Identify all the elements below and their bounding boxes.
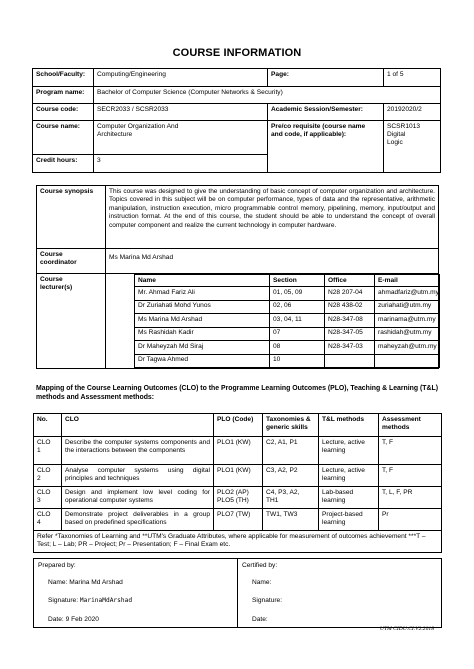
clo-row-tl: [319, 437, 379, 465]
lecturer-email: maheyzah@utm.my: [375, 341, 440, 355]
synopsis-text: This course was designed to give the understanding of basic concept of computer organization and architecture. Topics covered in this subject will be on computer performance, types of data and the representative, arithmetic manipulation, instruction execution, micro programmable control memory, pipelining, memory, input/output and instruction format. At the end of this course, the student should be able to understand the concept of overall computer component and realize the current technology in computer hardware.: [106, 186, 439, 249]
prepared-label: Prepared by:: [38, 562, 76, 569]
clo-header-assessment: [379, 414, 442, 437]
clo-row-description: Analyse computer systems using digital principles and techniques: [62, 465, 214, 487]
clo-row-plo-line-2: PLO5 (TH): [217, 497, 249, 505]
prepared-signature-line: [38, 597, 233, 605]
course-info-table: [32, 68, 441, 173]
lecturer-header-name: Name: [135, 275, 270, 287]
clo-row-no-line-2: 2: [37, 475, 41, 483]
certified-date-label: Date:: [252, 615, 268, 623]
clo-row-no: [34, 487, 62, 509]
clo-header-assessment-line-2: methods: [382, 424, 410, 432]
clo-note: Refer *Taxonomies of Learning and **UTM's Graduate Attributes, where applicable for measurement of outcomes achievement ***T – Test; L – Lab; PR – Project; Pr – Presentation; F – Final Exam etc.: [34, 531, 442, 553]
session-label: Academic Session/Semester:: [268, 104, 384, 121]
clo-row-tl-line-1: Lab-based: [322, 489, 354, 496]
clo-row-no-line-2: 3: [37, 497, 41, 505]
lecturer-table: [134, 274, 440, 368]
prepared-date-line: [38, 616, 233, 624]
lecturer-name: Dr Tagwa Ahmed: [135, 354, 270, 368]
certified-signature-label: Signature:: [252, 597, 283, 605]
clo-row-plo-line-1: PLO1 (KW): [217, 467, 251, 474]
lecturer-label-line-1: Course: [40, 276, 63, 283]
lecturer-header-office: Office: [325, 275, 375, 287]
prereq-label-line-1: Pre/co requisite (course name: [271, 123, 366, 130]
lecturer-name: Mr. Ahmad Fariz Ali: [135, 287, 270, 301]
lecturer-section: 02, 06: [270, 300, 325, 314]
clo-header-assessment-line-1: Assessment: [382, 416, 421, 423]
coordinator-label: [37, 249, 106, 274]
clo-header-clo: CLO: [62, 414, 214, 437]
clo-row-no-line-1: CLO: [37, 511, 51, 518]
prereq-value-line-2: Logic: [387, 139, 403, 147]
clo-row-tl: [319, 487, 379, 509]
lecturer-header-email: E-mail: [375, 275, 440, 287]
certified-name-label: Name:: [252, 579, 272, 587]
prepared-signature: MarinaMdArshad: [79, 597, 133, 605]
clo-row-assessment: T, F: [379, 437, 442, 465]
lecturer-section: 10: [270, 354, 325, 368]
clo-header-taxonomy: [263, 414, 319, 437]
course-code-label: Course code:: [33, 104, 94, 121]
lecturer-section: 03, 04, 11: [270, 314, 325, 328]
clo-row-assessment: T, F: [379, 465, 442, 487]
clo-row-tl-line-1: Lecture, active: [322, 467, 365, 474]
clo-row-taxonomy: [263, 465, 319, 487]
clo-row-description: Describe the computer systems components and the interactions between the components: [62, 437, 214, 465]
course-code-value: SECR2033 / SCSR2033: [94, 104, 268, 121]
clo-row-taxonomy-line-1: C2, A1, P1: [266, 439, 298, 446]
clo-row-no-line-1: CLO: [37, 489, 51, 496]
prepared-date-label: Date:: [48, 615, 66, 623]
lecturer-section: 01, 05, 09: [270, 287, 325, 301]
lecturer-office: N28-347-08: [325, 314, 375, 328]
clo-row-plo: [214, 487, 263, 509]
lecturer-label: [37, 274, 106, 369]
certified-label: Certified by:: [242, 562, 278, 569]
lecturer-header-section: Section: [270, 275, 325, 287]
session-value: 20192020/2: [384, 104, 441, 121]
school-label: School/Faculty:: [33, 69, 94, 87]
lecturer-section: 08: [270, 341, 325, 355]
clo-header-taxonomy-line-2: generic skills: [266, 424, 308, 432]
lecturer-office: [325, 354, 375, 368]
lecturer-email: ahmadfariz@utm.my: [375, 287, 440, 301]
clo-header-tl: T&L methods: [319, 414, 379, 437]
synopsis-table: [36, 185, 439, 369]
mapping-heading: Mapping of the Course Learning Outcomes (CLO) to the Programme Learning Outcomes (PLO), Teaching & Learning (T&L) methods and Assessment methods:: [36, 385, 438, 402]
clo-row-plo-line-1: PLO1 (KW): [217, 439, 251, 446]
prepared-name-line: [38, 579, 233, 587]
footer-form-code: UTM CIDU.CI.V2.2018: [379, 626, 434, 632]
clo-header-taxonomy-line-1: Taxonomies &: [266, 416, 311, 423]
clo-row-plo: [214, 437, 263, 465]
lecturer-email: marinama@utm.my: [375, 314, 440, 328]
course-name-line-1: Computer Organization And: [97, 123, 179, 130]
lecturer-email: [375, 354, 440, 368]
course-name-label: Course name:: [33, 121, 94, 155]
clo-row-plo: [214, 465, 263, 487]
lecturer-label-line-2: lecturer(s): [40, 284, 73, 292]
clo-row-no: [34, 465, 62, 487]
clo-row-tl-line-2: learning: [322, 519, 346, 527]
clo-row-plo: [214, 509, 263, 531]
credit-hours-value: 3: [94, 155, 268, 173]
prereq-value-line-1: SCSR1013 Digital: [387, 123, 420, 139]
clo-row-plo-line-1: PLO2 (AP): [217, 489, 249, 496]
lecturer-name: Dr Zuriahati Mohd Yunos: [135, 300, 270, 314]
clo-row-taxonomy-line-1: C3, A2, P2: [266, 467, 298, 474]
lecturer-name: Ms Rashidah Kadir: [135, 327, 270, 341]
clo-row-taxonomy-line-1: C4, P3, A2,: [266, 489, 300, 496]
clo-row-tl: [319, 465, 379, 487]
lecturer-office: N28-347-05: [325, 327, 375, 341]
lecturer-office: N28 207-04: [325, 287, 375, 301]
prereq-label: [268, 121, 384, 173]
credit-hours-label: Credit hours:: [33, 155, 94, 173]
lecturer-cell: [106, 274, 439, 369]
clo-row-no-line-1: CLO: [37, 467, 51, 474]
page-title: COURSE INFORMATION: [172, 47, 302, 59]
clo-row-taxonomy-line-1: TW1, TW3: [266, 511, 298, 518]
lecturer-section: 07: [270, 327, 325, 341]
clo-row-description: Design and implement low level coding for operational computer systems: [62, 487, 214, 509]
page-label: Page:: [268, 69, 384, 87]
clo-header-plo: PLO (Code): [214, 414, 263, 437]
coordinator-label-line-2: coordinator: [40, 259, 77, 267]
synopsis-label: Course synopsis: [37, 186, 106, 249]
clo-row-no: [34, 509, 62, 531]
clo-row-tl-line-2: learning: [322, 497, 346, 505]
coordinator-value: Ms Marina Md Arshad: [106, 249, 439, 274]
lecturer-office: N28-347-03: [325, 341, 375, 355]
prepared-name-label: Name:: [48, 579, 70, 587]
clo-row-taxonomy: [263, 509, 319, 531]
clo-row-tl: [319, 509, 379, 531]
clo-row-taxonomy: [263, 487, 319, 509]
clo-row-no-line-2: 4: [37, 519, 41, 527]
clo-row-taxonomy: [263, 437, 319, 465]
prereq-value: [384, 121, 441, 173]
clo-row-assessment: T, L, F, PR: [379, 487, 442, 509]
program-value: Bachelor of Computer Science (Computer Networks & Security): [94, 87, 441, 104]
prepared-box: [34, 559, 238, 628]
signoff-table: [33, 558, 442, 628]
clo-row-description: Demonstrate project deliverables in a group based on predefined specifications: [62, 509, 214, 531]
coordinator-label-line-1: Course: [40, 251, 63, 258]
lecturer-name: Dr Maheyzah Md Siraj: [135, 341, 270, 355]
prepared-name: Marina Md Arshad: [69, 579, 123, 587]
certified-box: [238, 559, 442, 628]
clo-row-no: [34, 437, 62, 465]
clo-row-tl-line-2: learning: [322, 475, 346, 483]
clo-row-tl-line-1: Lecture, active: [322, 439, 365, 446]
prereq-label-line-2: and code, if applicable):: [271, 131, 347, 139]
clo-header-no: No.: [34, 414, 62, 437]
prepared-date: 9 Feb 2020: [65, 615, 99, 623]
clo-table: [33, 413, 442, 553]
clo-row-assessment: Pr: [379, 509, 442, 531]
clo-row-no-line-1: CLO: [37, 439, 51, 446]
lecturer-office: N28 438-02: [325, 300, 375, 314]
course-name-value: [94, 121, 268, 155]
prepared-signature-label: Signature:: [48, 597, 80, 605]
school-value: Computing/Engineering: [94, 69, 268, 87]
clo-row-taxonomy-line-2: TH1: [266, 497, 279, 505]
lecturer-email: zuriahati@utm.my: [375, 300, 440, 314]
lecturer-email: rashidah@utm.my: [375, 327, 440, 341]
clo-row-no-line-2: 1: [37, 447, 41, 455]
clo-row-tl-line-1: Project-based: [322, 511, 363, 518]
course-name-line-2: Architecture: [97, 131, 133, 139]
program-label: Program name:: [33, 87, 94, 104]
page-value: 1 of 5: [384, 69, 441, 87]
clo-row-tl-line-2: learning: [322, 447, 346, 455]
clo-row-plo-line-1: PLO7 (TW): [217, 511, 251, 518]
lecturer-name: Ms Marina Md Arshad: [135, 314, 270, 328]
